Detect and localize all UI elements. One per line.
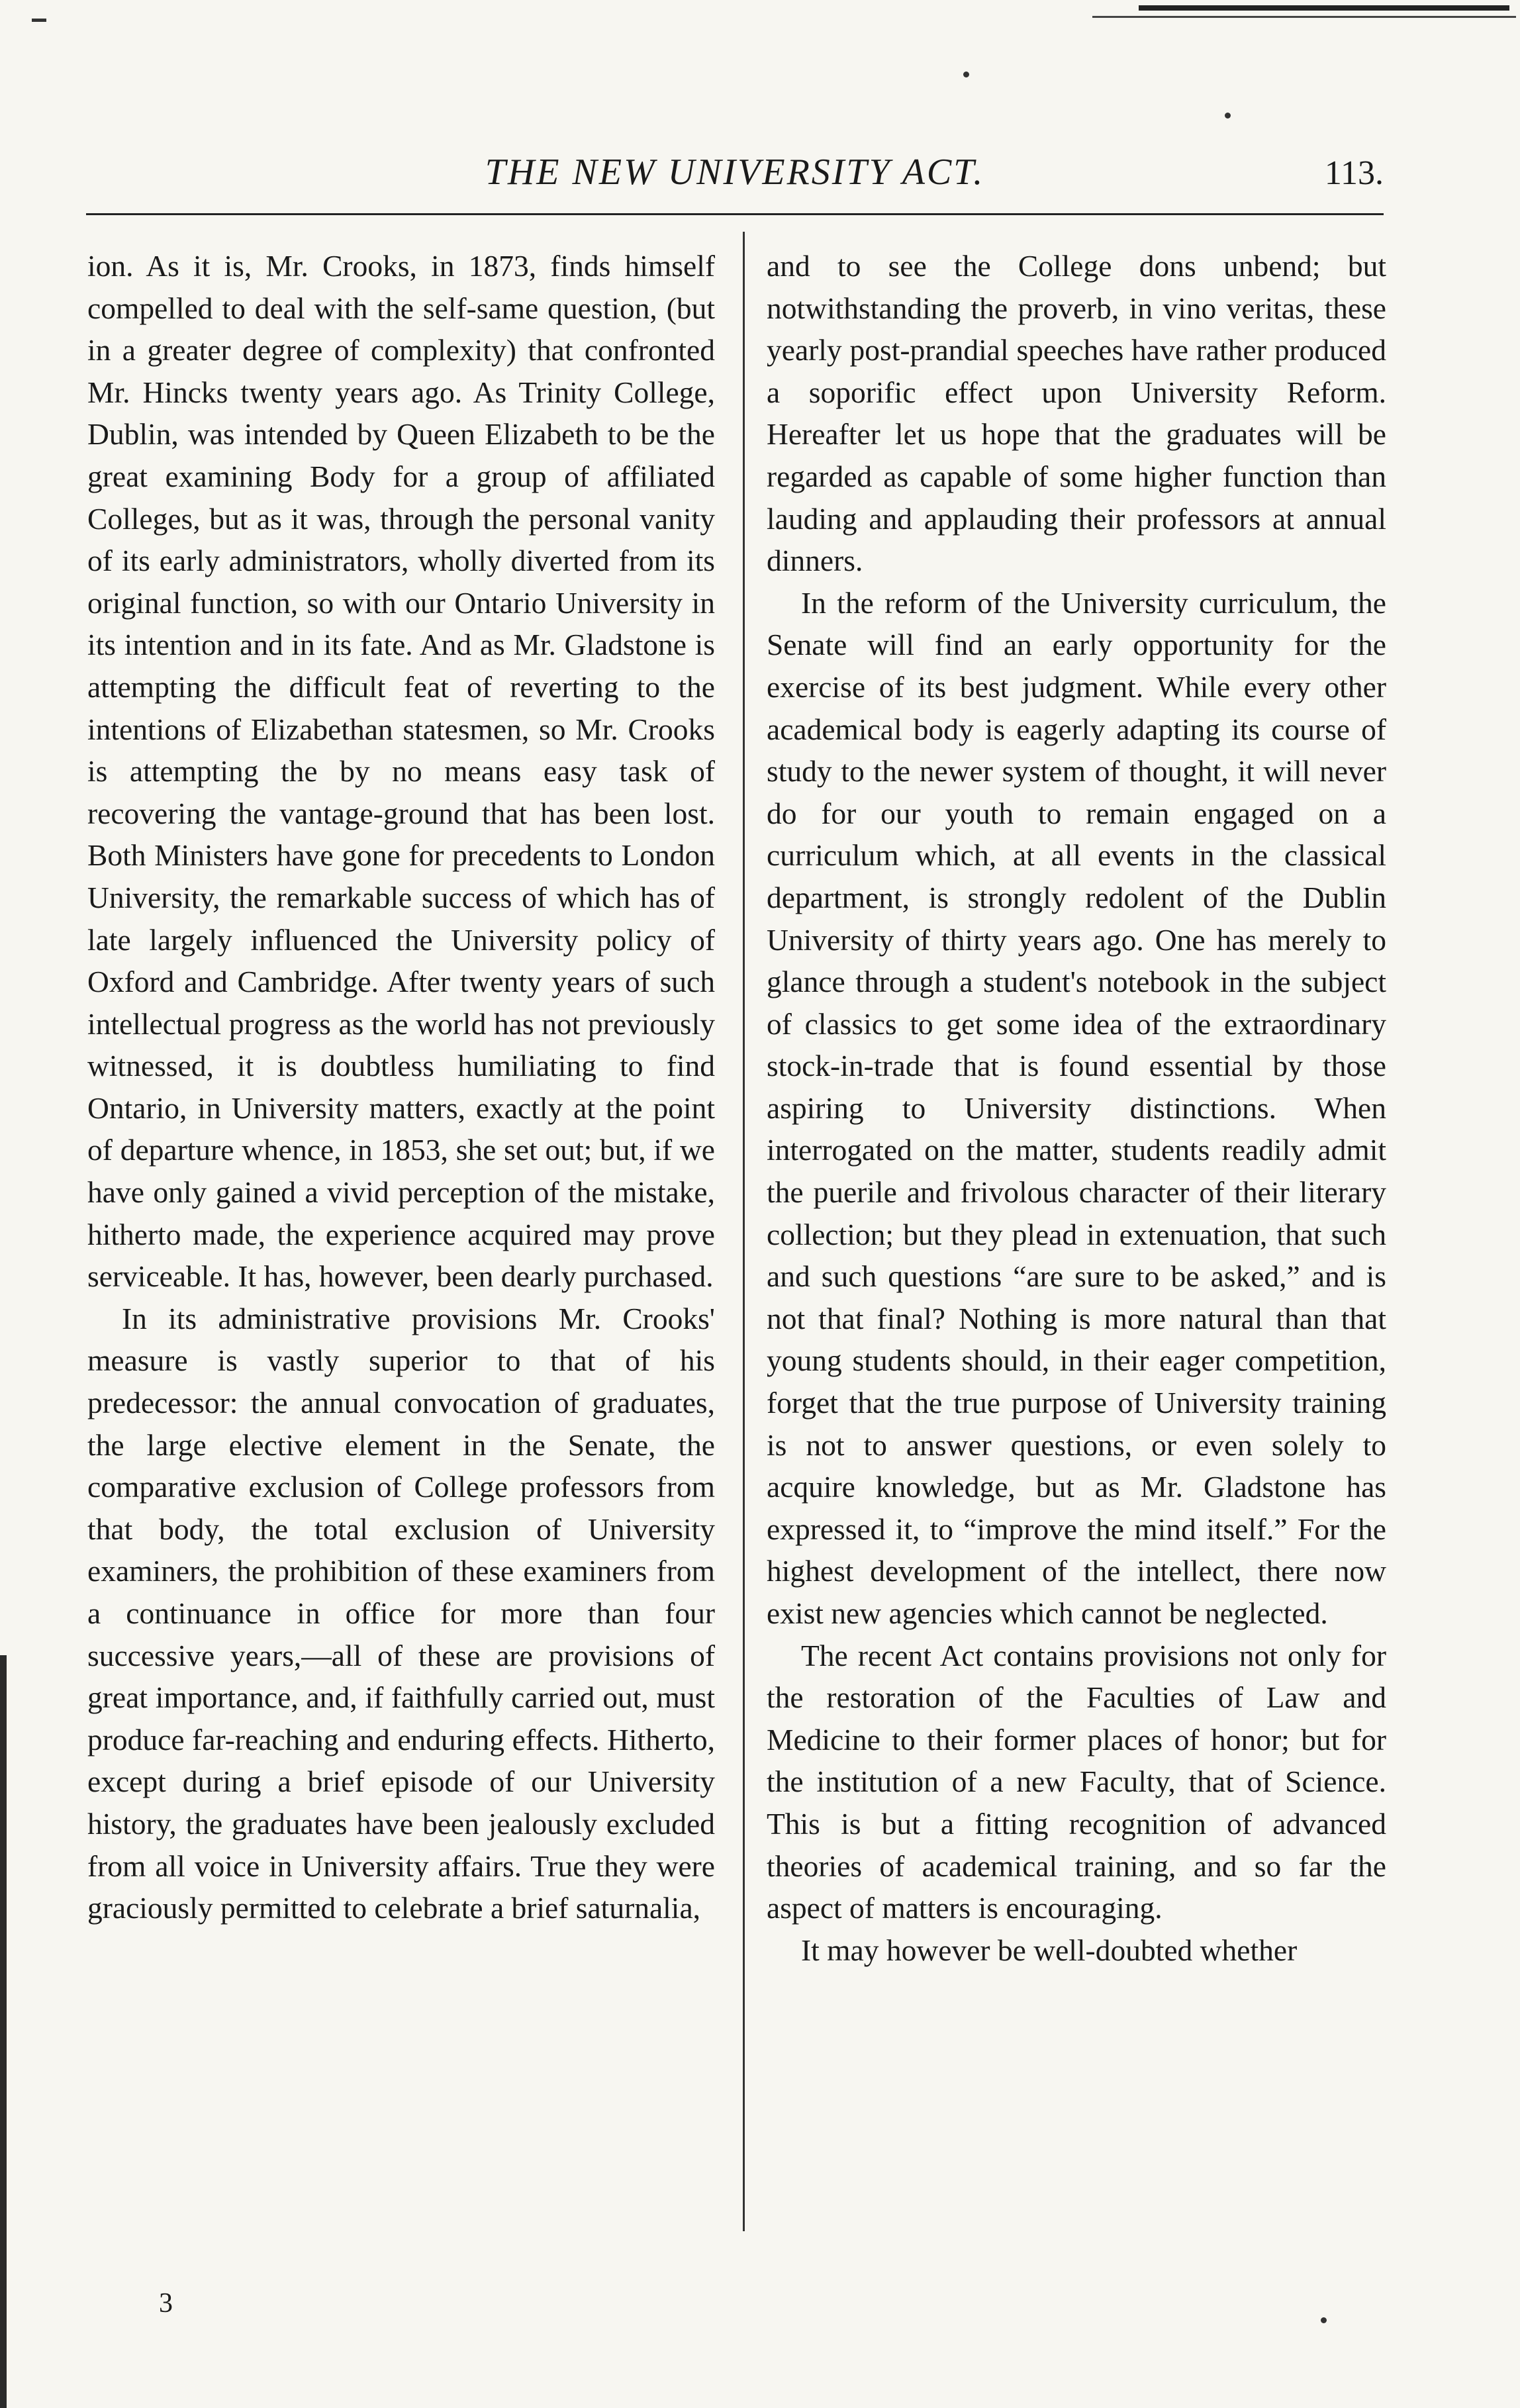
- page-header: [86, 151, 1384, 204]
- top-edge-rule: [1139, 5, 1509, 11]
- column-divider: [743, 232, 745, 2231]
- speck-mark: [1321, 2317, 1327, 2323]
- paragraph: In its administrative provisions Mr. Crooks' measure is vastly superior to that of his predecessor: the annual convocation of graduates, the large elective element in the Senate, the comparative exclusion of College professors from that body, the total exclusion of University examiners, the prohibition of these examiners from a continuance in office for more than four successive years,—all of these are provisions of great importance, and, if faithfully carried out, must produce far-reaching and enduring effects. Hitherto, except during a brief episode of our University history, the graduates have been jealously excluded from all voice in University affairs. True they were graciously permitted to celebrate a brief saturnalia,: [87, 1301, 715, 1925]
- speck-mark: [963, 72, 969, 77]
- margin-dash-mark: [32, 19, 46, 22]
- top-edge-rule-thin: [1092, 16, 1516, 18]
- binding-edge-shadow: [0, 1655, 7, 2408]
- page-number: 113.: [1324, 154, 1384, 192]
- header-rule: [86, 213, 1384, 215]
- paragraph: and to see the College dons unbend; but notwithstanding the proverb, in vino veritas, these yearly post-prandial speeches have rather produced a soporific effect upon University Reform. Hereafter let us hope that the graduates will be regarded as capable of some higher function than lauding and applauding their professors at annual dinners.: [767, 249, 1386, 578]
- signature-mark: 3: [159, 2288, 173, 2319]
- left-column: [87, 245, 715, 1929]
- paragraph: The recent Act contains provisions not only for the restoration of the Faculties of Law and Medicine to their former places of honor; but for the institution of a new Faculty, that of Science. This is but a fitting recognition of advanced theories of academical training, and so far the aspect of matters is encouraging.: [767, 1638, 1386, 1925]
- speck-mark: [1225, 113, 1231, 119]
- right-column: [767, 245, 1386, 1971]
- paragraph: It may however be well-doubted whether: [801, 1933, 1298, 1967]
- running-title: THE NEW UNIVERSITY ACT.: [485, 152, 985, 193]
- paragraph: ion. As it is, Mr. Crooks, in 1873, finds himself compelled to deal with the self-same question, (but in a greater degree of complexity) that confronted Mr. Hincks twenty years ago. As Trinity College, Dublin, was intended by Queen Elizabeth to be the great examining Body for a group of affiliated Colleges, but as it was, through the personal vanity of its early administrators, wholly diverted from its original function, so with our Ontario University in its intention and in its fate. And as Mr. Gladstone is attempting the difficult feat of reverting to the intentions of Elizabethan statesmen, so Mr. Crooks is attempting the by no means easy task of recovering the vantage-ground that has been lost. Both Ministers have gone for precedents to London University, the remarkable success of which has of late largely influenced the University policy of Oxford and Cambridge. After twenty years of such intellectual progress as the world has not previously witnessed, it is doubtless humiliating to find Ontario, in University matters, exactly at the point of departure whence, in 1853, she set out; but, if we have only gained a vivid perception of the mistake, hitherto made, the experience acquired may prove serviceable. It has, however, been dearly purchased.: [87, 249, 715, 1294]
- paragraph: In the reform of the University curriculum, the Senate will find an early opportunity for the exercise of its best judgment. While every other academical body is eagerly adapting its course of study to the newer system of thought, it will never do for our youth to remain engaged on a curriculum which, at all events in the classical department, is strongly redolent of the Dublin University of thirty years ago. One has merely to glance through a student's notebook in the subject of classics to get some idea of the extraordinary stock-in-trade that is found essential by those aspiring to University distinctions. When interrogated on the matter, students readily admit the puerile and frivolous character of their literary collection; but they plead in extenuation, that such and such questions “are sure to be asked,” and is not that final? Nothing is more natural than that young students should, in their eager competition, forget that the true purpose of University training is not to answer questions, or even solely to acquire knowledge, but as Mr. Gladstone has expressed it, to “improve the mind itself.” For the highest development of the intellect, there now exist new agencies which cannot be neglected.: [767, 585, 1386, 1630]
